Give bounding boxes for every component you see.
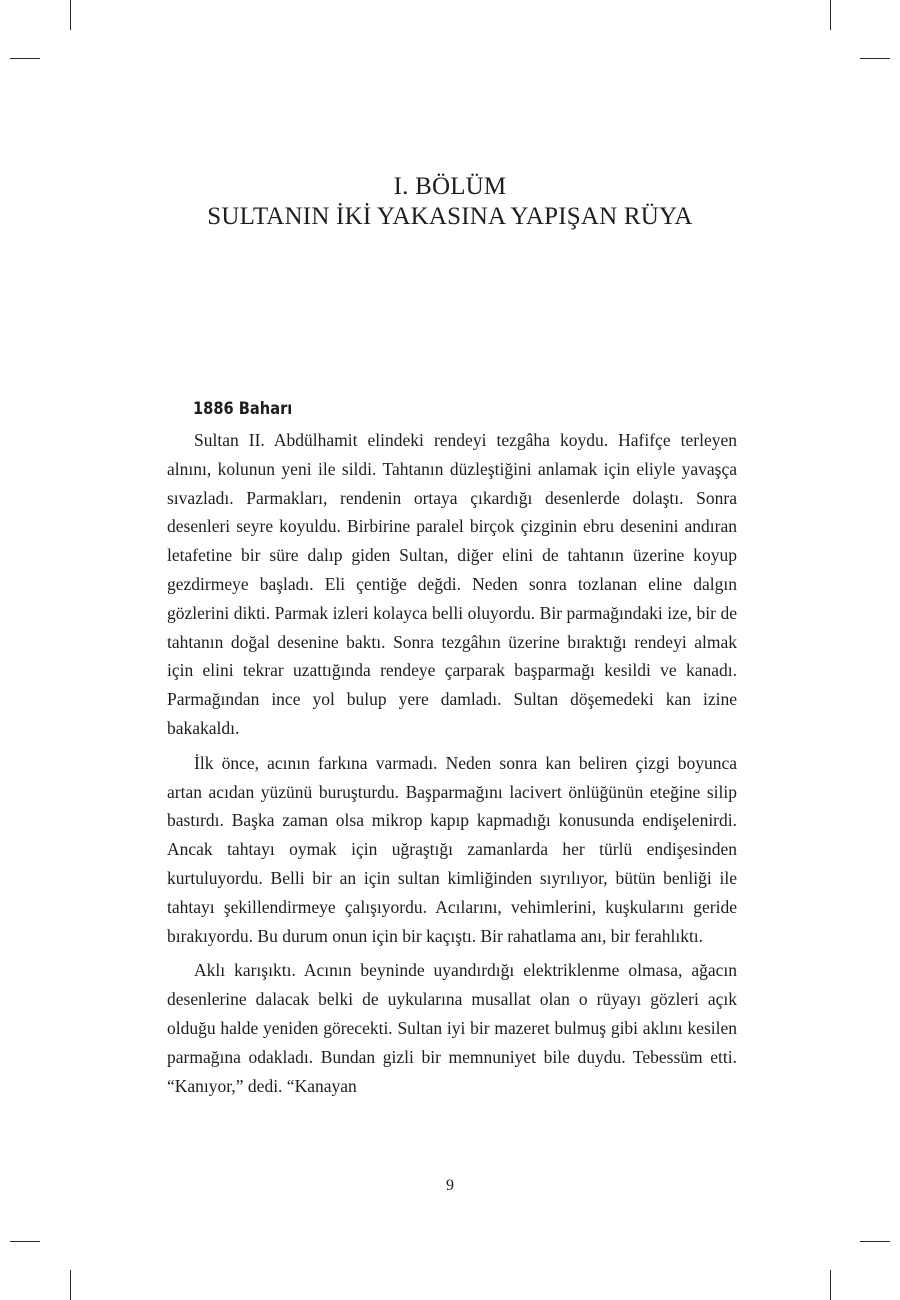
crop-mark-right-bottom xyxy=(860,1241,890,1242)
paragraph: İlk önce, acının farkına varmadı. Neden sonra kan beliren çizgi boyunca artan acıdan yüzünü buruşturdu. Başparmağını lacivert önlüğünün eteğine silip bastırdı. Başka zaman olsa mikrop kapıp kapmadığı konusunda endişelenirdi. Ancak tahtayı oymak için uğraştığı zamanlarda her türlü endişesinden kurtuluyordu. Belli bir an için sultan kimliğinden sıyrılıyor, bütün benliği ile tahtayı şekillendirmeye çalışıyordu. Acılarını, vehimlerini, kuşkularını geride bırakıyordu. Bu durum onun için bir kaçıştı. Bir rahatlama anı, bir ferahlıktı. xyxy=(167,752,737,946)
crop-mark-bottom-right xyxy=(830,1270,831,1300)
chapter-number: I. BÖLÜM xyxy=(393,173,507,200)
crop-mark-right-top xyxy=(860,58,890,59)
crop-mark-left-bottom xyxy=(10,1241,40,1242)
paragraph: Aklı karışıktı. Acının beyninde uyandırdığı elektriklenme olmasa, ağacın desenlerine dalacak belki de uykularına musallat olan o rüyayı gözleri açık olduğu halde yeniden görecekti. Sultan iyi bir mazeret bulmuş gibi aklını kesilen parmağına odakladı. Bundan gizli bir memnuniyet bile duydu. Tebessüm etti. “Kanıyor,” dedi. “Kanayan xyxy=(167,960,737,1096)
crop-mark-left-top xyxy=(10,58,40,59)
page-number: 9 xyxy=(446,1177,454,1194)
crop-mark-bottom-left xyxy=(70,1270,71,1300)
chapter-title: SULTANIN İKİ YAKASINA YAPIŞAN RÜYA xyxy=(207,203,693,230)
crop-mark-top-left xyxy=(70,0,71,30)
section-heading: 1886 Baharı xyxy=(193,399,293,419)
crop-mark-top-right xyxy=(830,0,831,30)
paragraph: Sultan II. Abdülhamit elindeki rendeyi tezgâha koydu. Hafifçe terleyen alnını, kolunun yeni ile sildi. Tahtanın düzleştiğini anlamak için eliyle yavaşça sıvazladı. Parmakları, rendenin ortaya çıkardığı desenlerde dolaştı. Sonra desenleri seyre koyuldu. Birbirine paralel birçok çizginin ebru desenini andıran letafetine bir süre dalıp giden Sultan, diğer elini de tahtanın üzerine koyup gezdirmeye başladı. Eli çentiğe değdi. Neden sonra tozlanan eline dalgın gözlerini dikti. Parmak izleri kolayca belli oluyordu. Bir parmağındaki ize, bir de tahtanın doğal desenine baktı. Sonra tezgâhın üzerine bıraktığı rendeyi almak için elini tekrar uzattığında rendeye çarparak başparmağı kesildi ve kanadı. Parmağından ince yol bulup yere damladı. Sultan döşemedeki kan izine bakakaldı. xyxy=(167,430,737,738)
chapter-heading xyxy=(0,172,900,232)
body-text xyxy=(167,426,737,1100)
